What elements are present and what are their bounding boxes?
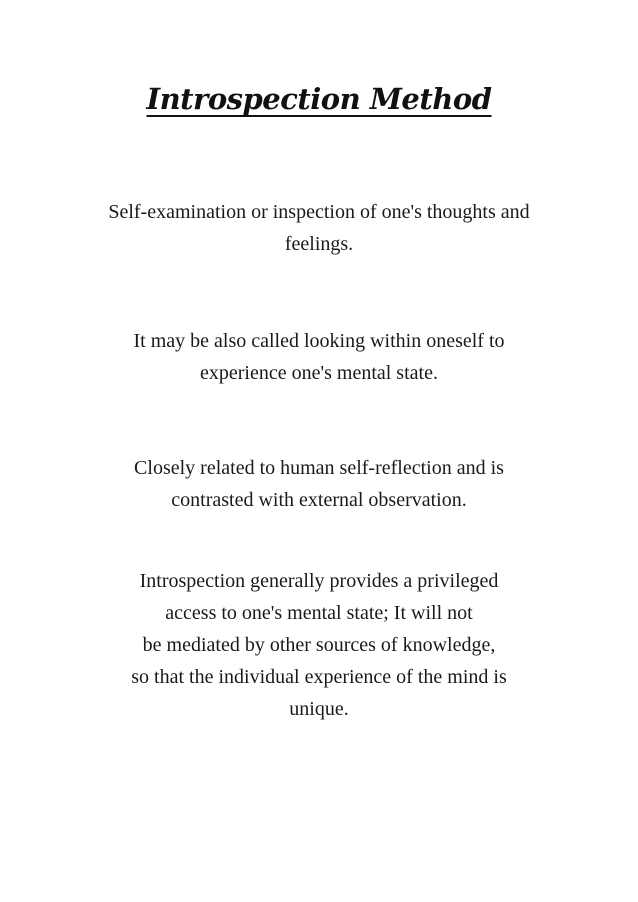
page-title-text: Introspection Method [146, 82, 492, 116]
paragraph-self-reflection [60, 452, 578, 516]
paragraph-line: Self-examination or inspection of one's thoughts and [108, 201, 530, 223]
paragraph-definition [60, 196, 578, 260]
page-title [0, 82, 638, 116]
paragraph-line: experience one's mental state. [200, 362, 438, 384]
paragraph-line: be mediated by other sources of knowledge, [142, 634, 496, 656]
paragraph-line: unique. [289, 698, 349, 720]
paragraph-line: Introspection generally provides a privileged [139, 570, 499, 592]
paragraph-line: so that the individual experience of the mind is [131, 666, 507, 688]
paragraph-privileged-access [60, 565, 578, 725]
paragraph-line: feelings. [284, 233, 354, 255]
paragraph-line: It may be also called looking within oneself to [133, 330, 505, 352]
paragraph-line: Closely related to human self-reflection and is [134, 457, 504, 479]
paragraph-line: access to one's mental state; It will not [165, 602, 473, 624]
paragraph-line: contrasted with external observation. [171, 489, 467, 511]
paragraph-looking-within [60, 325, 578, 389]
